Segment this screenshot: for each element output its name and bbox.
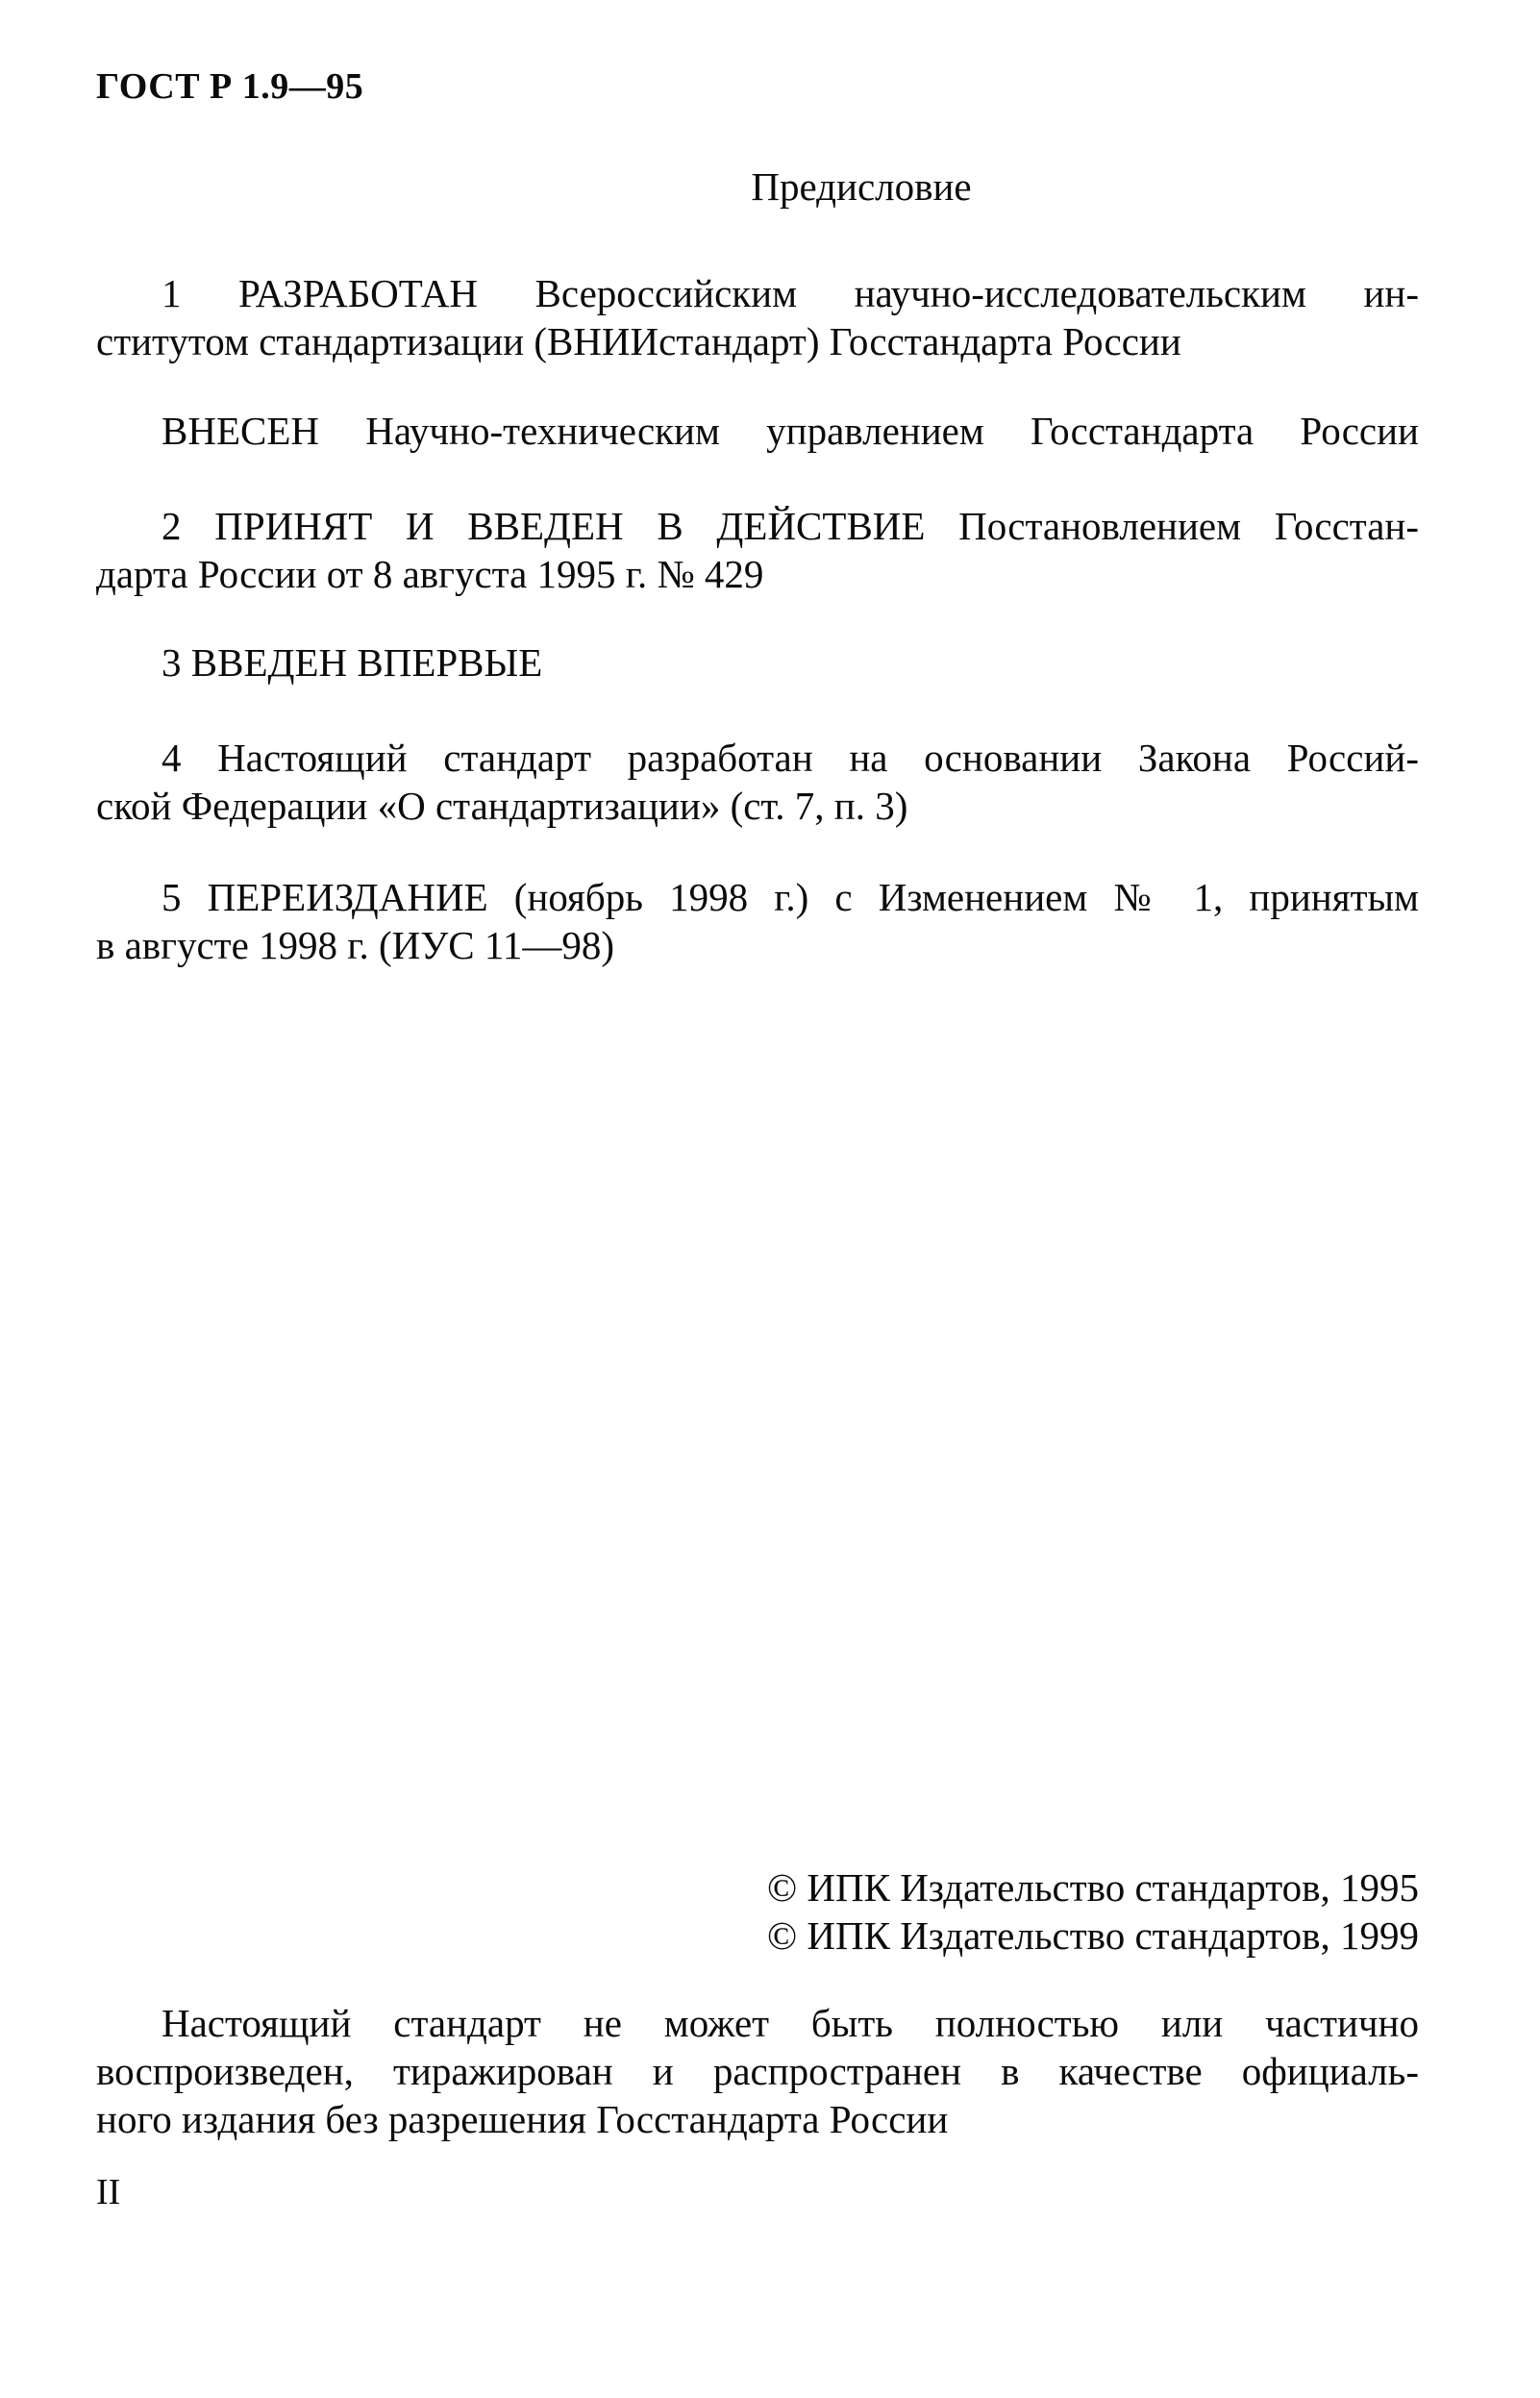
introduced-by — [96, 407, 1419, 455]
item-5-reissue — [96, 873, 1419, 969]
item-2-adopted — [96, 502, 1419, 598]
notice-line-1: Настоящий стандарт не может быть полностью или частично — [161, 2001, 1419, 2045]
copyright-line-1999: © ИПК Издательство стандартов, 1999 — [766, 1913, 1419, 1958]
item-1-line-2: ститутом стандартизации (ВНИИстандарт) Госстандарта России — [96, 319, 1181, 363]
item-5-line-1: 5 ПЕРЕИЗДАНИЕ (ноябрь 1998 г.) с Изменением № 1, принятым — [161, 875, 1419, 919]
item-3-introduced-first — [96, 638, 1419, 687]
item-4-legal-basis — [96, 734, 1419, 830]
item-4-line-2: ской Федерации «О стандартизации» (ст. 7, п. 3) — [96, 784, 908, 828]
page-title: Предисловие — [751, 164, 972, 209]
copyright-line-1995: © ИПК Издательство стандартов, 1995 — [766, 1865, 1419, 1910]
copyright-block — [577, 1863, 1419, 1960]
introduced-by-line: ВНЕСЕН Научно-техническим управлением Госстандарта России — [161, 409, 1419, 453]
item-4-line-1: 4 Настоящий стандарт разработан на основании Закона Россий- — [161, 736, 1419, 780]
item-2-line-1: 2 ПРИНЯТ И ВВЕДЕН В ДЕЙСТВИЕ Постановлением Госстан- — [161, 504, 1419, 548]
item-1-developed-by — [96, 269, 1419, 365]
item-1-line-1: 1 РАЗРАБОТАН Всероссийским научно-исследовательским ин- — [161, 271, 1419, 315]
item-2-line-2: дарта России от 8 августа 1995 г. № 429 — [96, 552, 764, 596]
page-number: II — [96, 2172, 121, 2212]
reproduction-notice — [96, 1999, 1419, 2143]
item-5-line-2: в августе 1998 г. (ИУС 11—98) — [96, 923, 615, 967]
standard-code-header: ГОСТ Р 1.9—95 — [96, 66, 364, 107]
notice-line-2: воспроизведен, тиражирован и распространен в качестве официаль- — [96, 2049, 1419, 2093]
notice-line-3: ного издания без разрешения Госстандарта России — [96, 2097, 949, 2141]
item-3-line: 3 ВВЕДЕН ВПЕРВЫЕ — [161, 640, 543, 685]
